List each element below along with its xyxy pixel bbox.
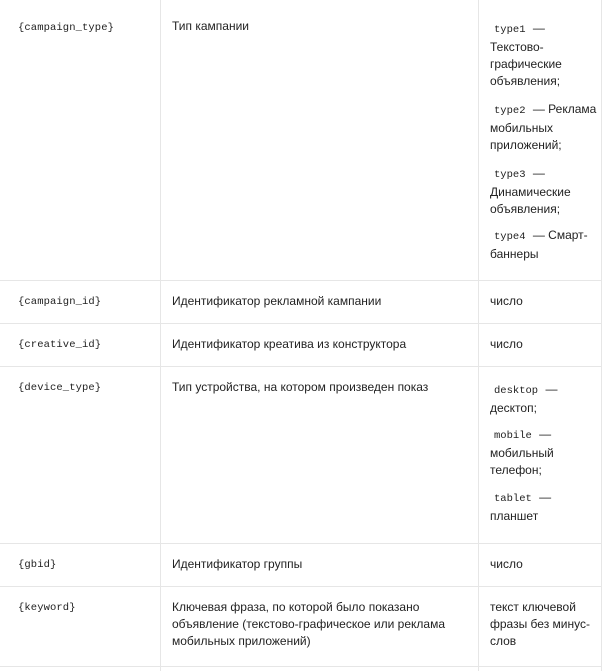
param-name: {campaign_type} (18, 22, 115, 34)
value-code: desktop (494, 385, 539, 397)
param-value: текст ключевой фразы без минус-слов (490, 600, 590, 648)
value-code: type4 (494, 231, 526, 243)
param-description: Тип устройства, на котором произведен показ (172, 380, 429, 394)
value-code: type2 (494, 105, 526, 117)
table-row (0, 587, 601, 671)
param-value: число (490, 294, 523, 308)
value-code: tablet (494, 493, 532, 505)
value-item (490, 426, 600, 479)
param-description: Ключевая фраза, по которой было показано объявление (текстово-графическое или реклама мобильных приложений) (172, 600, 445, 648)
param-description: Идентификатор группы (172, 557, 303, 571)
value-text: — Текстово-графические объявления; (490, 21, 562, 88)
value-text: — планшет (490, 490, 552, 523)
param-name: {campaign_id} (18, 296, 102, 308)
value-code: type1 (494, 24, 526, 36)
value-text: — Динамические объявления; (490, 166, 571, 216)
param-name: {creative_id} (18, 339, 102, 351)
param-value: число (490, 557, 523, 571)
value-text: — мобильный телефон; (490, 427, 554, 477)
table-row (0, 324, 601, 367)
value-item (490, 101, 600, 154)
param-name: {gbid} (18, 559, 57, 571)
table-row (0, 544, 601, 587)
param-description: Идентификатор креатива из конструктора (172, 337, 407, 351)
value-code: type3 (494, 169, 526, 181)
param-value: число (490, 337, 523, 351)
value-item (490, 489, 600, 525)
table-row (0, 0, 601, 281)
value-item (490, 227, 600, 263)
param-description: Тип кампании (172, 19, 249, 33)
param-name: {device_type} (18, 382, 102, 394)
value-text: — десктоп; (490, 382, 558, 415)
param-description: Идентификатор рекламной кампании (172, 294, 382, 308)
value-item (490, 165, 600, 218)
row-divider (0, 666, 601, 667)
table-row (0, 281, 601, 324)
value-item (490, 20, 600, 90)
param-name: {keyword} (18, 602, 76, 614)
table-row (0, 367, 601, 544)
value-item (490, 381, 600, 417)
value-text: — Реклама мобильных приложений; (490, 102, 597, 152)
value-code: mobile (494, 430, 532, 442)
value-text: — Смарт-баннеры (490, 228, 588, 261)
